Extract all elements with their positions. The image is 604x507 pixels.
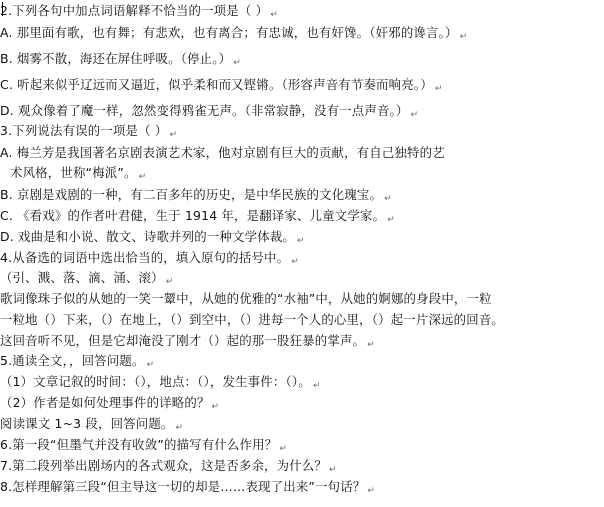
question-2-option-d: D. 观众像着了魔一样，忽然变得鸦雀无声。（非常寂静，没有一点声音。） ↵ [0,103,419,120]
question-3-option-c: C. 《看戏》的作者叶君健，生于 1914 年，是翻译家、儿童文学家。 ↵ [0,208,395,225]
question-4-passage-line-3: 这回音听不见，但是它却淹没了刚才（）起的那一股狂暴的掌声。 ↵ [0,333,375,350]
paragraph-mark-icon: ↵ [367,340,375,350]
question-4-word-bank: （引、溅、落、滴、涌、滚） ↵ [0,270,174,287]
paragraph-mark-icon: ↵ [233,58,241,68]
paragraph-mark-icon: ↵ [312,381,321,391]
question-8: 8.怎样理解第三段“但主导这一切的却是……表现了出来”一句话？ ↵ [0,479,376,496]
paragraph-mark-icon: ↵ [459,32,468,42]
paragraph-mark-icon: ↵ [211,402,220,412]
question-2-option-b: B. 烟雾不散，海还在屏住呼吸。（停止。） ↵ [0,51,241,68]
paragraph-mark-icon: ↵ [169,130,178,140]
question-4-stem: 4.从备选的词语中选出恰当的，填入原句的括号中。 ↵ [0,250,299,267]
question-6: 6.第一段“但墨气并没有收敛”的描写有什么作用？ ↵ [0,437,288,454]
paragraph-mark-icon: ↵ [270,10,278,20]
question-3-option-b: B. 京剧是戏剧的一种，有二百多年的历史，是中华民族的文化瑰宝。 ↵ [0,187,392,204]
question-7: 7.第二段列举出剧场内的各式观众，这是否多余，为什么？ ↵ [0,458,337,475]
paragraph-mark-icon: ↵ [175,423,184,433]
question-5-part-1: （1）文章记叙的时间：（），地点：（），发生事件：（）。 ↵ [0,374,321,391]
paragraph-mark-icon: ↵ [434,84,443,94]
question-3-option-a-cont: 术风格，世称“梅派”。 ↵ [10,165,147,182]
question-2-option-c: C. 听起来似乎辽远而又逼近，似乎柔和而又铿锵。（形容声音有节奏而响亮。） ↵ [0,77,443,94]
question-2-stem: 2.下列各句中加点词语解释不恰当的一项是（ ） ↵ [0,3,278,20]
paragraph-mark-icon: ↵ [297,236,305,246]
paragraph-mark-icon: ↵ [384,194,392,204]
question-3-stem: 3.下列说法有误的一项是（ ） ↵ [0,123,178,140]
reading-instruction: 阅读课文 1~3 段，回答问题。 ↵ [0,416,184,433]
paragraph-mark-icon: ↵ [410,110,419,120]
question-4-passage-line-2: 一粒地（）下来，（）在地上，（）到空中，（）进每一个人的心里，（）起一片深远的回音。 [0,312,505,327]
question-4-passage-line-1: 歌词像珠子似的从她的一笑一颦中，从她的优雅的“水袖”中，从她的婀娜的身段中，一粒 [0,291,492,306]
question-2-option-a: A. 那里面有歌，也有舞；有悲欢，也有离合；有忠诚，也有奸馋。（奸邪的谗言。） ↵ [0,25,468,42]
question-3-option-a: A. 梅兰芳是我国著名京剧表演艺术家，他对京剧有巨大的贡献，有自己独特的艺 [0,145,445,160]
question-5-part-2: （2）作者是如何处理事件的详略的？ ↵ [0,395,220,412]
question-3-option-d: D. 戏曲是和小说、散文、诗歌并列的一种文学体裁。 ↵ [0,229,305,246]
paragraph-mark-icon: ↵ [367,486,376,496]
paragraph-mark-icon: ↵ [291,257,299,267]
paragraph-mark-icon: ↵ [329,465,337,475]
paragraph-mark-icon: ↵ [146,360,155,370]
paragraph-mark-icon: ↵ [279,444,288,454]
paragraph-mark-icon: ↵ [387,215,395,225]
question-5-stem: 5.通读全文，，回答问题。 ↵ [0,353,155,370]
paragraph-mark-icon: ↵ [165,277,174,287]
paragraph-mark-icon: ↵ [138,172,147,182]
